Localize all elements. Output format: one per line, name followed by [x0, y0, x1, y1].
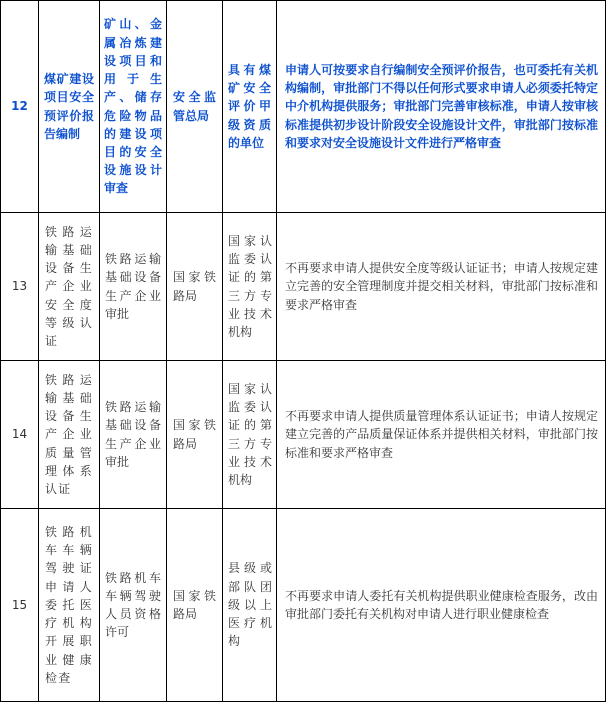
reform-measure: 不再要求申请人委托有关机构提供职业健康检查服务，改由审批部门委托有关机构对申请人进行职业健康检查 [285, 588, 598, 621]
service-provider: 国家认监委认证的第三方专业技术机构 [228, 233, 272, 339]
reform-measure: 申请人可按要求自行编制安全预评价报告，也可委托有关机构编制，审批部门不得以任何形式要求申请人必须委托特定中介机构提供服务；审批部门完善审核标准，申请人按审核标准提供初步设计阶段安全设施设计文件，审批部门按标准和要求对安全设施设计文件进行严格审查 [285, 62, 598, 150]
row-number: 15 [11, 597, 28, 612]
service-item: 铁路运输基础设备生产企业质量管理体系认证 [45, 372, 93, 496]
approval-scope: 矿山、金属冶炼建设项目和用于生产、储存危险物品的建设项目的安全设施设计审查 [104, 17, 162, 196]
service-item: 铁路机车车辆驾驶证申请人委托医疗机构开展职业健康检查 [45, 525, 93, 685]
approval-scope: 铁路机车车辆驾驶人员资格许可 [105, 570, 161, 640]
department: 国家铁路局 [173, 270, 216, 303]
reform-measure: 不再要求申请人提供安全度等级认证证书；申请人按规定建立完善的安全管理制度并提交相关材料，审批部门按标准和要求严格审查 [285, 261, 598, 312]
service-provider: 国家认监委认证的第三方专业技术机构 [228, 381, 272, 487]
row-number: 13 [11, 279, 28, 294]
service-provider: 县级或部队团级以上医疗机构 [228, 561, 272, 649]
reform-measure: 不再要求申请人提供质量管理体系认证证书；申请人按规定建立完善的产品质量保证体系并提供相关材料，审批部门按标准和要求严格审查 [285, 409, 598, 460]
service-item: 铁路运输基础设备生产企业安全度等级认证 [45, 224, 93, 348]
department: 安全监管总局 [173, 90, 216, 123]
service-provider: 具有煤矿安全评价甲级资质的单位 [228, 62, 271, 150]
approval-scope: 铁路运输基础设备生产企业审批 [105, 400, 161, 469]
service-item: 煤矿建设项目安全预评价报告编制 [44, 72, 94, 141]
department: 国家铁路局 [173, 418, 216, 451]
row-number: 14 [11, 427, 28, 442]
approval-scope: 铁路运输基础设备生产企业审批 [105, 252, 161, 321]
department: 国家铁路局 [173, 588, 216, 621]
row-number: 12 [11, 99, 28, 114]
